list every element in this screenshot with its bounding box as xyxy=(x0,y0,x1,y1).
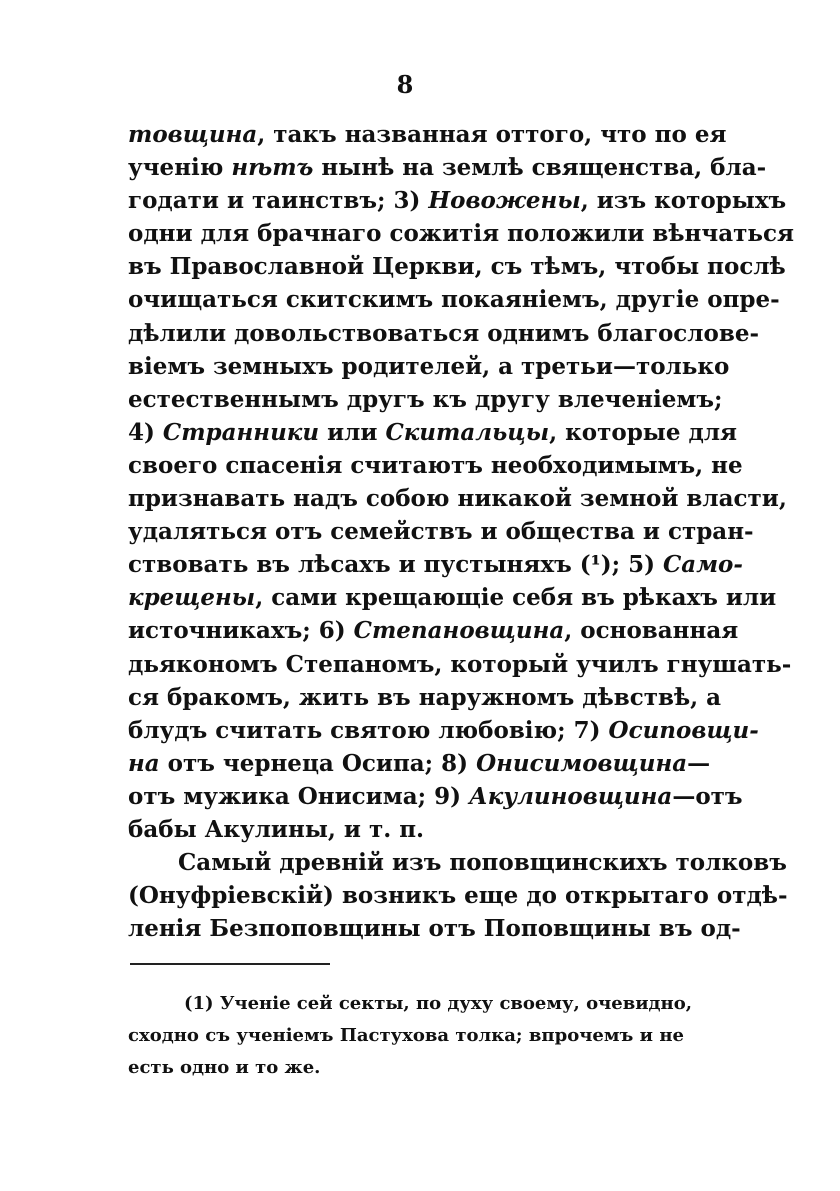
footnote-line: есть одно и то же. xyxy=(128,1057,321,1078)
text-line: віемъ земныхъ родителей, а третьи—только xyxy=(128,352,730,380)
text-line: ся бракомъ, жить въ наружномъ дѣвствѣ, а xyxy=(128,683,722,711)
text-line: одни для брачнаго сожитія положили вѣнчаться xyxy=(128,220,794,248)
text-line: ствовать въ лѣсахъ и пустыняхъ (¹); 5) Само- xyxy=(128,551,743,579)
footnote xyxy=(128,988,692,1084)
text-line: товщина, такъ названная оттого, что по ея xyxy=(128,121,727,148)
text-line: ученію нѣтъ нынѣ на землѣ священства, бла- xyxy=(128,154,767,182)
text-line: признавать надъ собою никакой земной власти, xyxy=(128,485,787,513)
text-line: очищаться скитскимъ покаяніемъ, другіе опре- xyxy=(128,286,780,314)
text-line: годати и таинствъ; 3) Новожены, изъ которыхъ xyxy=(128,187,787,215)
footnote-divider xyxy=(130,963,330,965)
text-line: крещены, сами крещающіе себя въ рѣкахъ или xyxy=(128,584,777,612)
page-number: 8 xyxy=(396,70,414,99)
text-line: (Онуфріевскій) возникъ еще до открытаго отдѣ- xyxy=(128,882,788,910)
text-line: дѣлили довольствоваться однимъ благослове- xyxy=(128,319,760,347)
text-line: дьякономъ Степаномъ, который училъ гнушать- xyxy=(128,650,792,678)
footnote-line: сходно съ ученіемъ Пастухова толка; впрочемъ и не xyxy=(128,1025,684,1046)
paragraph-start-line: Самый древній изъ поповщинскихъ толковъ xyxy=(178,849,787,877)
text-line: своего спасенія считаютъ необходимымъ, не xyxy=(128,451,743,479)
text-line: отъ мужика Онисима; 9) Акулиновщина—отъ xyxy=(128,782,743,810)
text-line: удаляться отъ семействъ и общества и стран- xyxy=(128,518,754,546)
footnote-line: (1) Ученіе сей секты, по духу своему, очевидно, xyxy=(184,993,692,1014)
text-line: на отъ чернеца Осипа; 8) Онисимовщина— xyxy=(128,749,711,777)
text-line: ленія Безпоповщины отъ Поповщины въ од- xyxy=(128,915,741,943)
main-text xyxy=(128,118,794,945)
text-line: естественнымъ другъ къ другу влеченіемъ; xyxy=(128,385,723,413)
text-line: 4) Странники или Скитальцы, которые для xyxy=(128,418,738,446)
text-line: бабы Акулины, и т. п. xyxy=(128,815,425,843)
text-line: блудъ считать святою любовію; 7) Осиповщи- xyxy=(128,716,759,744)
text-line: источникахъ; 6) Степановщина, основанная xyxy=(128,617,739,645)
text-line: въ Православной Церкви, съ тѣмъ, чтобы послѣ xyxy=(128,253,786,281)
